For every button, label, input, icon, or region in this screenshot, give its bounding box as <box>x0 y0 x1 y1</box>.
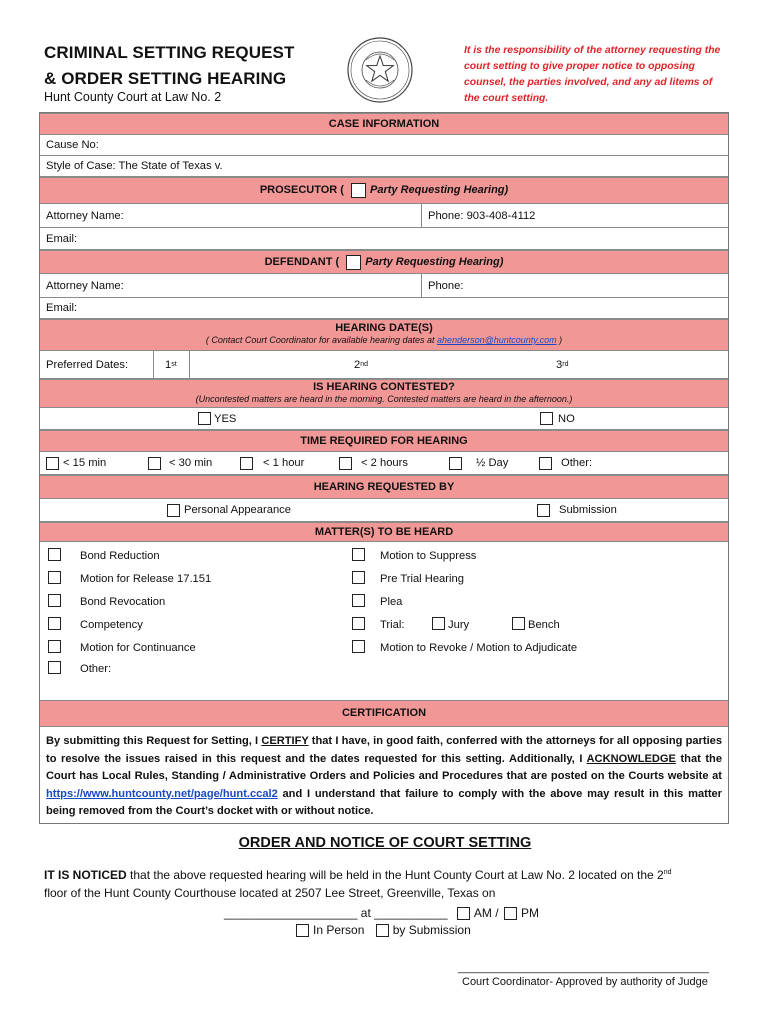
matters-heading <box>40 522 728 542</box>
title-line-1: CRIMINAL SETTING REQUEST <box>44 43 295 62</box>
prosecutor-checkbox[interactable] <box>351 183 366 198</box>
time-half-day-checkbox[interactable] <box>449 457 462 470</box>
time-15min-checkbox[interactable] <box>46 457 59 470</box>
cert-acknowledge: ACKNOWLEDGE <box>586 752 676 765</box>
request-form <box>39 112 729 824</box>
matter-bond-reduction[interactable] <box>48 546 160 564</box>
matter-plea[interactable] <box>352 592 402 610</box>
second-date-field[interactable] <box>348 351 507 378</box>
time-option-1hour[interactable] <box>234 452 333 474</box>
certification-heading <box>40 700 728 727</box>
trial-bench-label: Bench <box>528 619 560 631</box>
defendant-attorney-label: Attorney Name: <box>46 279 124 292</box>
cause-no-label: Cause No: <box>46 139 99 151</box>
matter-trial[interactable] <box>352 615 404 633</box>
preferred-dates-row <box>40 351 728 379</box>
matter-motion-release[interactable] <box>48 569 211 587</box>
time-15min-label: < 15 min <box>63 457 107 469</box>
matter-motion-suppress-label: Motion to Suppress <box>380 550 477 562</box>
defendant-email-label: Email: <box>46 302 78 314</box>
preferred-dates-label: Preferred Dates: <box>46 358 129 371</box>
prosecutor-heading-text: PROSECUTOR ( <box>259 184 344 196</box>
matter-bond-revocation-checkbox[interactable] <box>48 594 61 607</box>
hearing-dates-sub-post: ) <box>556 335 563 345</box>
submission-label: Submission <box>559 504 617 516</box>
matter-motion-revoke-label: Motion to Revoke / Motion to Adjudicate <box>380 642 578 654</box>
matter-motion-suppress-checkbox[interactable] <box>352 548 365 561</box>
contested-yes-label: YES <box>214 412 237 425</box>
order-in-person-checkbox[interactable] <box>296 924 309 937</box>
matter-motion-release-label: Motion for Release 17.151 <box>80 573 212 585</box>
matter-other-label: Other: <box>80 663 112 675</box>
matter-motion-suppress[interactable] <box>352 546 476 564</box>
order-noticed-bold: IT IS NOTICED <box>44 868 127 882</box>
pm-checkbox[interactable] <box>504 907 517 920</box>
order-by-submission-checkbox[interactable] <box>376 924 389 937</box>
defendant-phone-label: Phone: <box>428 279 464 292</box>
defendant-email-row[interactable] <box>40 298 728 319</box>
contested-yes-checkbox[interactable] <box>198 412 211 425</box>
matter-other[interactable] <box>48 659 111 677</box>
order-text-sup: nd <box>663 869 672 876</box>
order-notice-text <box>44 864 734 902</box>
prosecutor-attorney-name-field[interactable] <box>40 204 421 227</box>
matter-bond-reduction-checkbox[interactable] <box>48 548 61 561</box>
matters-list <box>40 542 728 702</box>
second-date-num: 2 <box>354 358 361 371</box>
first-date-label <box>153 351 189 378</box>
coordinator-signature-caption: Court Coordinator- Approved by authority of Judge <box>462 976 708 988</box>
time-other-checkbox[interactable] <box>539 457 552 470</box>
matters-heading-text: MATTER(S) TO BE HEARD <box>314 526 454 538</box>
matter-competency-label: Competency <box>80 619 143 631</box>
order-date-line[interactable]: ____________________ at ___________ <box>224 906 448 920</box>
county-seal-icon <box>346 36 414 104</box>
order-title: ORDER AND NOTICE OF COURT SETTING <box>238 835 532 851</box>
certification-heading-text: CERTIFICATION <box>341 707 427 719</box>
cert-part-2: that I have, in good faith, conferred with the attorneys for all opposing parties to resolve the issues raised in this request and the dates requested for this setting. Additionally, I <box>46 735 722 765</box>
second-date-sup: nd <box>360 361 369 368</box>
personal-appearance-checkbox[interactable] <box>167 504 180 517</box>
order-in-person-label: In Person <box>313 923 365 937</box>
defendant-attorney-row <box>40 274 728 298</box>
time-option-2hours[interactable] <box>333 452 443 474</box>
time-2hours-label: < 2 hours <box>361 457 408 469</box>
defendant-phone-field[interactable] <box>421 274 728 297</box>
coordinator-signature-line[interactable]: _________________________________________ <box>458 962 709 974</box>
time-2hours-checkbox[interactable] <box>339 457 352 470</box>
defendant-heading-text: DEFENDANT ( <box>264 256 340 268</box>
time-30min-checkbox[interactable] <box>148 457 161 470</box>
submission-option[interactable] <box>537 499 687 521</box>
requested-by-heading-text: HEARING REQUESTED BY <box>313 481 455 493</box>
prosecutor-email-label: Email: <box>46 232 78 245</box>
contested-yes-option[interactable] <box>198 408 318 429</box>
matter-competency-checkbox[interactable] <box>48 617 61 630</box>
trial-jury-option[interactable] <box>432 615 469 633</box>
court-website-link[interactable]: https://www.huntcounty.net/page/hunt.ccal2 <box>46 787 278 800</box>
matter-trial-label: Trial: <box>380 619 405 631</box>
submission-checkbox[interactable] <box>537 504 550 517</box>
defendant-attorney-name-field[interactable] <box>40 274 421 297</box>
style-of-case-row[interactable] <box>40 156 728 177</box>
matter-motion-continuance[interactable] <box>48 638 196 656</box>
matter-plea-checkbox[interactable] <box>352 594 365 607</box>
matter-motion-continuance-checkbox[interactable] <box>48 640 61 653</box>
requested-by-heading <box>40 475 728 499</box>
time-option-30min[interactable] <box>142 452 234 474</box>
trial-bench-checkbox[interactable] <box>512 617 525 630</box>
cert-part-4: and I understand that failure to comply with the above may result in this matter being removed from the Court’s docket with or without notice. <box>46 787 722 817</box>
contested-no-checkbox[interactable] <box>540 412 553 425</box>
time-half-day-label: ½ Day <box>476 457 509 469</box>
trial-jury-checkbox[interactable] <box>432 617 445 630</box>
contested-heading <box>40 379 728 408</box>
coordinator-email-link[interactable]: ahenderson@huntcounty.com <box>437 335 557 345</box>
hearing-dates-subtext <box>40 335 728 345</box>
defendant-checkbox[interactable] <box>346 255 361 270</box>
time-option-half-day[interactable] <box>443 452 533 474</box>
pm-label: PM <box>520 906 539 920</box>
court-name: Hunt County Court at Law No. 2 <box>44 90 222 104</box>
time-other-label: Other: <box>561 457 593 469</box>
matter-bond-revocation-label: Bond Revocation <box>80 596 166 608</box>
order-appearance-options <box>296 923 471 937</box>
contested-heading-text: IS HEARING CONTESTED? <box>313 381 455 393</box>
order-by-submission-label: by Submission <box>392 923 471 937</box>
matter-motion-revoke-checkbox[interactable] <box>352 640 365 653</box>
defendant-heading <box>40 250 728 274</box>
time-required-heading <box>40 430 728 452</box>
prosecutor-phone-label: Phone: 903-408-4112 <box>428 209 536 222</box>
matter-motion-continuance-label: Motion for Continuance <box>80 642 196 654</box>
contested-no-label: NO <box>558 412 575 425</box>
case-info-heading-text: CASE INFORMATION <box>328 118 440 130</box>
matter-pre-trial[interactable] <box>352 569 464 587</box>
time-1hour-checkbox[interactable] <box>240 457 253 470</box>
matter-plea-label: Plea <box>380 596 403 608</box>
prosecutor-heading <box>40 177 728 204</box>
time-30min-label: < 30 min <box>169 457 213 469</box>
personal-appearance-option[interactable] <box>167 499 367 521</box>
prosecutor-attorney-label: Attorney Name: <box>46 209 124 222</box>
trial-bench-option[interactable] <box>512 615 560 633</box>
prosecutor-email-row[interactable] <box>40 228 728 250</box>
matter-competency[interactable] <box>48 615 143 633</box>
prosecutor-heading-suffix: Party Requesting Hearing) <box>370 184 509 196</box>
matter-bond-revocation[interactable] <box>48 592 165 610</box>
order-text-2: floor of the Hunt County Courthouse located at 2507 Lee Street, Greenville, Texas on <box>44 886 496 900</box>
matter-pre-trial-label: Pre Trial Hearing <box>380 573 464 585</box>
am-label: AM / <box>473 906 499 920</box>
cert-part-3: that the Court has Local Rules, Standing / Administrative Orders and Policies and Procedures that are posted on the Courts website at <box>46 752 723 782</box>
time-option-other[interactable] <box>533 452 728 474</box>
hearing-dates-heading <box>40 319 728 351</box>
attorney-responsibility-notice: It is the responsibility of the attorney requesting the court setting to give proper notice to opposing counsel, the parties involved, and any ad litems of the court setting. <box>464 45 721 104</box>
hearing-dates-sub-pre: ( Contact Court Coordinator for available hearing dates at <box>205 335 438 345</box>
defendant-heading-suffix: Party Requesting Hearing) <box>365 256 504 268</box>
matter-motion-revoke[interactable] <box>352 638 577 656</box>
contested-no-option[interactable] <box>540 408 640 429</box>
requested-by-row <box>40 499 728 522</box>
time-required-row <box>40 452 728 475</box>
hearing-dates-heading-text: HEARING DATE(S) <box>335 322 433 334</box>
first-date-num: 1 <box>165 358 172 371</box>
am-checkbox[interactable] <box>457 907 470 920</box>
trial-jury-label: Jury <box>448 619 470 631</box>
cause-no-row[interactable] <box>40 135 728 156</box>
first-date-sup: st <box>171 361 177 368</box>
cert-certify: CERTIFY <box>261 735 309 747</box>
certification-text <box>46 733 722 821</box>
cert-part-1: By submitting this Request for Setting, I <box>46 735 262 747</box>
matter-other-checkbox[interactable] <box>48 661 61 674</box>
first-date-field[interactable] <box>189 351 348 378</box>
contested-subtext: (Uncontested matters are heard in the morning. Contested matters are heard in the afternoon.) <box>195 394 573 404</box>
prosecutor-attorney-row <box>40 204 728 228</box>
third-date-num: 3 <box>556 358 563 371</box>
time-required-heading-text: TIME REQUIRED FOR HEARING <box>300 435 468 447</box>
matter-trial-checkbox[interactable] <box>352 617 365 630</box>
form-title <box>44 40 295 92</box>
time-1hour-label: < 1 hour <box>263 457 305 469</box>
title-line-2: & ORDER SETTING HEARING <box>44 69 287 88</box>
matter-bond-reduction-label: Bond Reduction <box>80 550 160 562</box>
time-option-15min[interactable] <box>40 452 138 474</box>
contested-options-row <box>40 408 728 430</box>
third-date-sup: rd <box>562 361 569 368</box>
matter-motion-release-checkbox[interactable] <box>48 571 61 584</box>
case-info-heading <box>40 113 728 135</box>
prosecutor-phone-field[interactable] <box>421 204 728 227</box>
personal-appearance-label: Personal Appearance <box>184 504 291 516</box>
style-of-case-label: Style of Case: The State of Texas v. <box>46 160 223 172</box>
third-date-field[interactable] <box>550 351 728 378</box>
order-date-time-line <box>224 906 539 920</box>
matter-pre-trial-checkbox[interactable] <box>352 571 365 584</box>
order-text-1: that the above requested hearing will be held in the Hunt County Court at Law No. 2 located on the 2 <box>126 868 664 882</box>
